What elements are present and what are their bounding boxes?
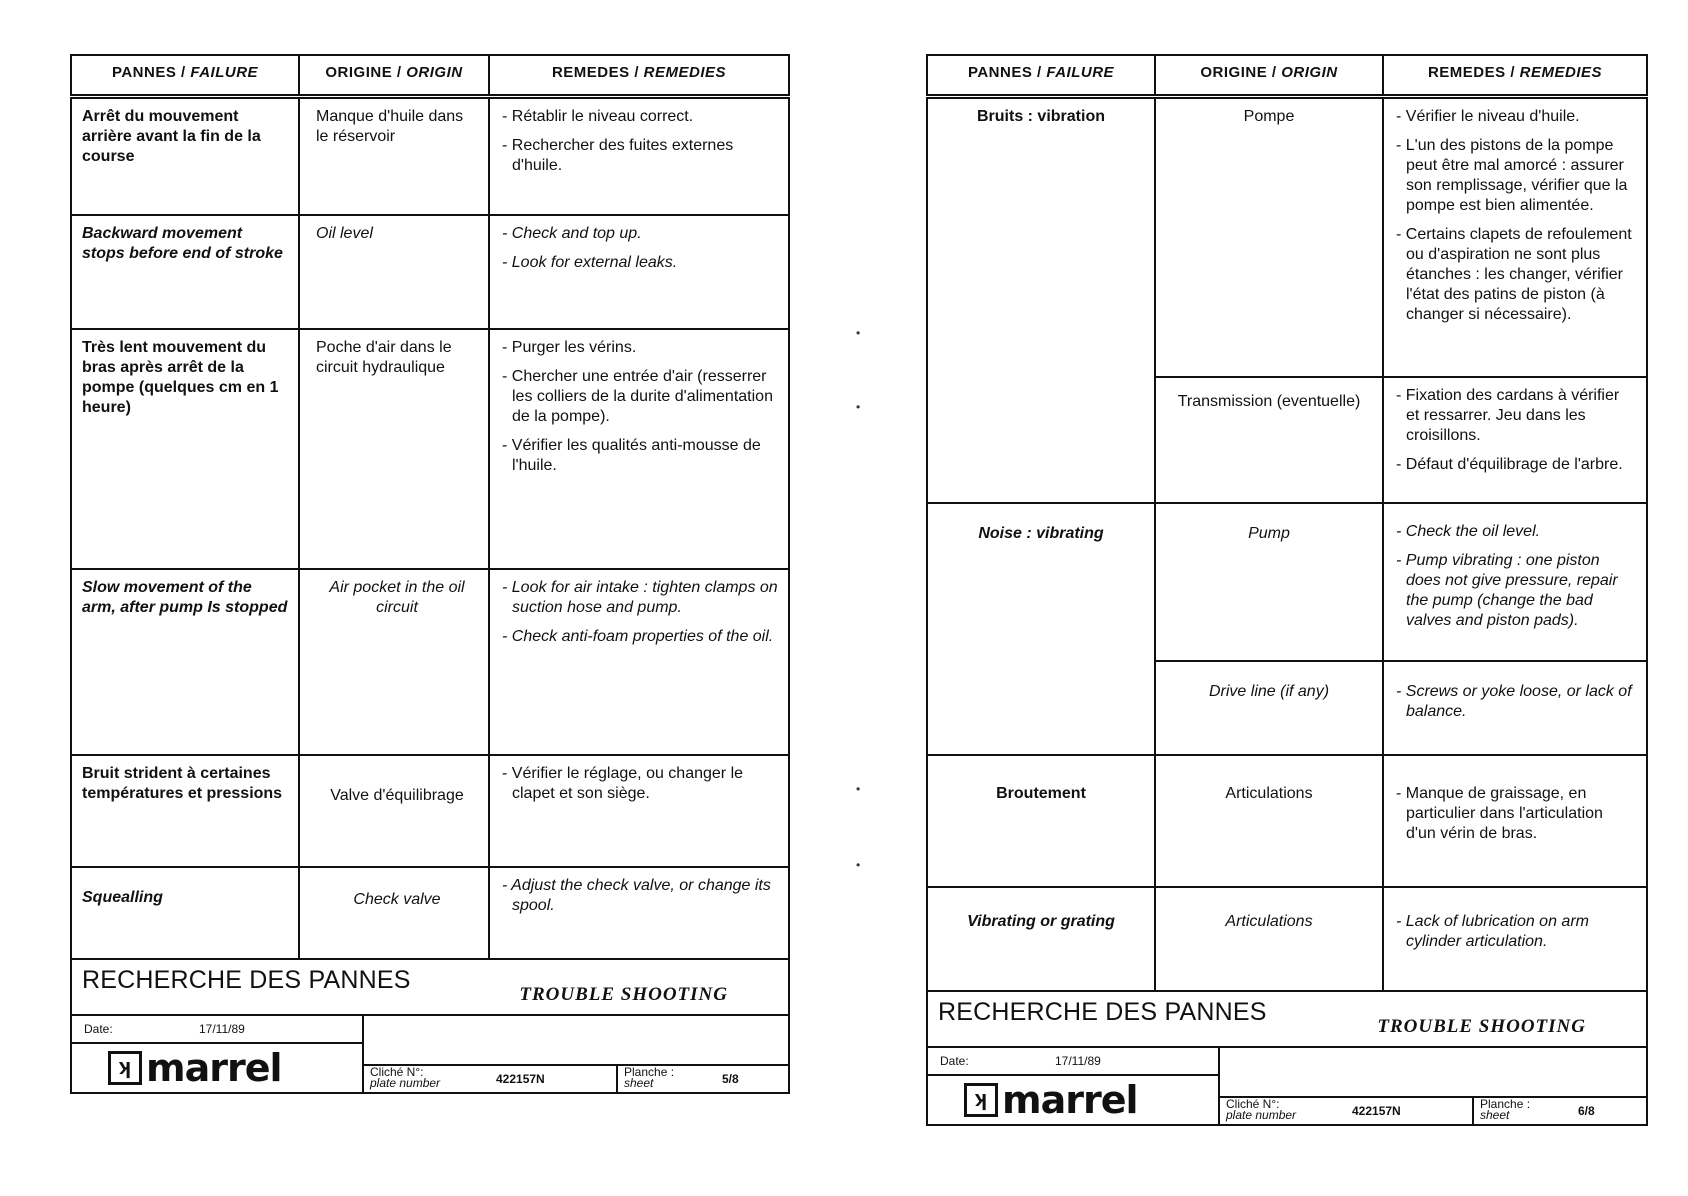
table-row <box>927 97 1647 377</box>
table-row <box>71 569 789 755</box>
origin-cell: Articulations <box>1155 887 1383 991</box>
remedy-item: - Certains clapets de refoulement ou d'aspiration ne sont plus étanches : les changer, vérifier l'état des patins de piston (à changer si nécessaire). <box>1396 226 1632 323</box>
sheet-right <box>926 54 1648 1132</box>
remedy-item: - Vérifier le réglage, ou changer le clapet et son siège. <box>502 764 744 802</box>
failure-cell: Squealling <box>71 867 299 959</box>
plate-field <box>1220 1098 1646 1124</box>
remedies-cell <box>1383 755 1647 887</box>
table-row <box>927 503 1647 661</box>
table-header <box>927 55 1647 97</box>
table-row <box>71 97 789 215</box>
remedy-item: - Check anti-foam properties of the oil. <box>502 627 774 645</box>
remedy-item: - Pump vibrating : one piston does not give pressure, repair the pump (change the bad valves and piston pads). <box>1396 551 1618 629</box>
remedy-item: - Check and top up. <box>502 224 642 242</box>
origin-cell: Pompe <box>1155 97 1383 377</box>
plate-label: Cliché N°: plate number <box>370 1064 441 1090</box>
remedy-item: - Vérifier les qualités anti-mousse de l'huile. <box>502 436 761 474</box>
failure-cell: Slow movement of the arm, after pump Is stopped <box>71 569 299 755</box>
table-row <box>927 755 1647 887</box>
remedy-item: - Fixation des cardans à vérifier et ressarrer. Jeu dans les croisillons. <box>1396 386 1620 444</box>
table-header <box>71 55 789 97</box>
footer-info-row <box>928 1048 1646 1124</box>
plate-field <box>364 1066 788 1092</box>
plate-number: 422157N <box>1352 1103 1401 1118</box>
remedies-cell <box>489 329 789 569</box>
sheet-number: 6/8 <box>1578 1103 1595 1118</box>
remedies-cell <box>489 215 789 329</box>
marrel-logo <box>928 1076 1218 1124</box>
footer-left <box>928 1048 1220 1124</box>
remedy-item: - L'un des pistons de la pompe peut être mal amorcé : assurer son remplissage, vérifier que la pompe est bien alimentée. <box>1396 137 1628 214</box>
remedies-cell <box>489 755 789 867</box>
origin-cell: Air pocket in the oil circuit <box>299 569 489 755</box>
remedy-item: - Rétablir le niveau correct. <box>502 108 694 125</box>
logo-text: marrel <box>1002 1077 1138 1122</box>
blank-field <box>1220 1048 1646 1098</box>
table-row <box>71 215 789 329</box>
remedies-cell <box>489 97 789 215</box>
footer-right <box>1220 1048 1646 1124</box>
table-row <box>71 755 789 867</box>
origin-cell: Poche d'air dans le circuit hydraulique <box>299 329 489 569</box>
hole-mark: • <box>856 782 861 796</box>
origin-cell: Transmission (eventuelle) <box>1155 377 1383 503</box>
remedy-item: - Vérifier le niveau d'huile. <box>1396 108 1580 125</box>
origin-cell: Valve d'équilibrage <box>299 755 489 867</box>
footer-right <box>364 1016 788 1092</box>
table-row <box>71 329 789 569</box>
plate-number: 422157N <box>496 1071 545 1086</box>
logo-mark-icon: ʞ <box>964 1083 998 1117</box>
origin-cell: Oil level <box>299 215 489 329</box>
title-area <box>72 960 788 1016</box>
origin-cell: Pump <box>1155 503 1383 661</box>
remedy-item: - Look for external leaks. <box>502 253 678 271</box>
title-block-left <box>70 960 790 1094</box>
hole-mark: • <box>856 858 861 872</box>
remedy-item: - Rechercher des fuites externes d'huile. <box>502 137 734 174</box>
failure-cell: Bruits : vibration <box>927 97 1155 503</box>
sheet-label: Planche : sheet <box>1472 1098 1578 1124</box>
footer-left <box>72 1016 364 1092</box>
title-area <box>928 992 1646 1048</box>
header-remedies: REMEDES / REMEDIES <box>489 55 789 97</box>
header-origin: ORIGINE / ORIGIN <box>299 55 489 97</box>
remedy-item: - Look for air intake : tighten clamps on suction hose and pump. <box>502 578 778 616</box>
logo-text: marrel <box>146 1045 282 1090</box>
remedies-cell <box>489 867 789 959</box>
hole-mark: • <box>856 326 861 340</box>
date-label: Date: <box>940 1053 969 1068</box>
table-row <box>71 867 789 959</box>
header-origin: ORIGINE / ORIGIN <box>1155 55 1383 97</box>
remedy-item: - Check the oil level. <box>1396 522 1541 540</box>
remedies-cell <box>1383 661 1647 755</box>
table-row <box>927 887 1647 991</box>
failure-cell: Très lent mouvement du bras après arrêt de la pompe (quelques cm en 1 heure) <box>71 329 299 569</box>
date-value: 17/11/89 <box>199 1021 245 1036</box>
remedies-cell <box>1383 503 1647 661</box>
remedies-cell <box>489 569 789 755</box>
failure-cell: Noise : vibrating <box>927 503 1155 755</box>
title-en: TROUBLE SHOOTING <box>519 983 728 1005</box>
remedy-item: - Purger les vérins. <box>502 338 637 356</box>
date-label: Date: <box>84 1021 113 1036</box>
plate-label: Cliché N°: plate number <box>1226 1096 1297 1122</box>
origin-cell: Manque d'huile dans le réservoir <box>299 97 489 215</box>
header-failure: PANNES / FAILURE <box>927 55 1155 97</box>
failure-cell: Broutement <box>927 755 1155 887</box>
sheet-left <box>70 54 790 1132</box>
origin-cell: Drive line (if any) <box>1155 661 1383 755</box>
sheet-number: 5/8 <box>722 1071 739 1086</box>
origin-cell: Articulations <box>1155 755 1383 887</box>
remedies-cell <box>1383 377 1647 503</box>
failure-cell: Arrêt du mouvement arrière avant la fin de la course <box>71 97 299 215</box>
remedy-item: - Lack of lubrication on arm cylinder articulation. <box>1396 912 1589 950</box>
marrel-logo <box>72 1044 362 1092</box>
remedy-item: - Chercher une entrée d'air (resserrer les colliers de la durite d'alimentation de la pompe). <box>502 367 773 425</box>
sheet-label: Planche : sheet <box>616 1066 722 1092</box>
failure-cell: Backward movement stops before end of stroke <box>71 215 299 329</box>
remedy-item: - Manque de graissage, en particulier dans l'articulation d'un vérin de bras. <box>1396 784 1603 842</box>
logo-mark-icon: ʞ <box>108 1051 142 1085</box>
failure-cell: Vibrating or grating <box>927 887 1155 991</box>
remedies-cell <box>1383 887 1647 991</box>
title-block-right <box>926 992 1648 1126</box>
troubleshooting-table-right <box>926 54 1648 992</box>
title-fr: RECHERCHE DES PANNES <box>938 997 1267 1026</box>
footer-info-row <box>72 1016 788 1092</box>
header-remedies: REMEDES / REMEDIES <box>1383 55 1647 97</box>
remedy-item: - Screws or yoke loose, or lack of balance. <box>1396 682 1632 720</box>
remedies-cell <box>1383 97 1647 377</box>
hole-mark: • <box>856 400 861 414</box>
title-en: TROUBLE SHOOTING <box>1377 1015 1586 1037</box>
blank-field <box>364 1016 788 1066</box>
remedy-item: - Défaut d'équilibrage de l'arbre. <box>1396 455 1623 473</box>
title-fr: RECHERCHE DES PANNES <box>82 965 411 994</box>
troubleshooting-table-left <box>70 54 790 960</box>
date-value: 17/11/89 <box>1055 1053 1101 1068</box>
remedy-item: - Adjust the check valve, or change its spool. <box>502 876 771 914</box>
date-field <box>72 1016 362 1044</box>
header-failure: PANNES / FAILURE <box>71 55 299 97</box>
date-field <box>928 1048 1218 1076</box>
failure-cell: Bruit strident à certaines températures et pressions <box>71 755 299 867</box>
origin-cell: Check valve <box>299 867 489 959</box>
